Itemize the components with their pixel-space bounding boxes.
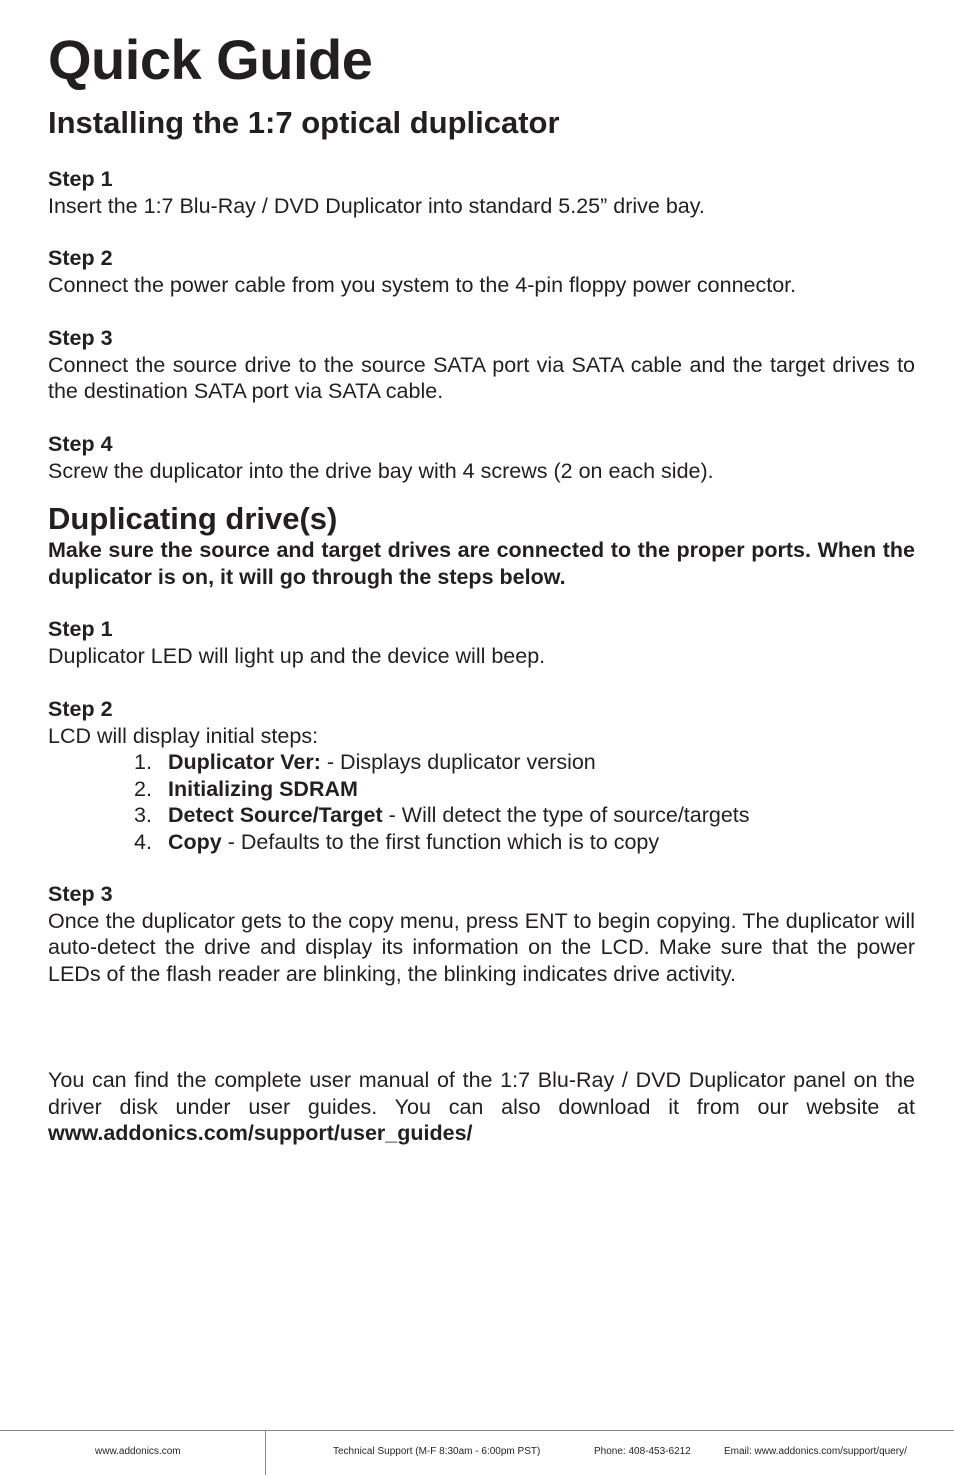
footer-vertical-divider <box>265 1430 266 1475</box>
list-item-title: Detect Source/Target <box>168 803 383 827</box>
list-item-desc: - Defaults to the first function which is to copy <box>221 829 660 854</box>
duplicating-heading: Duplicating drive(s) <box>48 501 338 536</box>
list-item <box>48 749 915 776</box>
list-item-desc: - Will detect the type of source/targets <box>382 803 750 827</box>
list-number: 3. <box>134 803 152 827</box>
initial-steps-list <box>48 749 915 855</box>
manual-note <box>48 1067 915 1147</box>
list-item <box>48 829 915 856</box>
manual-text: You can find the complete user manual of the 1:7 Blu-Ray / DVD Duplicator panel on the driver disk under user guides. You can also download it from our website at <box>48 1068 915 1119</box>
list-item-title: Copy <box>168 829 222 854</box>
step-text: Duplicator LED will light up and the device will beep. <box>48 643 546 668</box>
manual-url-link[interactable]: www.addonics.com/support/user_guides/ <box>48 1121 473 1145</box>
list-item <box>48 802 915 829</box>
step-label: Step 2 <box>48 697 113 721</box>
step-text: LCD will display initial steps: <box>48 723 319 748</box>
footer-website-link[interactable]: www.addonics.com <box>95 1446 181 1457</box>
footer-support-hours: Technical Support (M-F 8:30am - 6:00pm PST) <box>333 1446 541 1457</box>
dup-step-1 <box>48 616 915 669</box>
step-label: Step 4 <box>48 432 113 456</box>
list-item-title: Duplicator Ver: <box>168 750 321 774</box>
install-step-4 <box>48 431 915 484</box>
footer-email-link[interactable]: Email: www.addonics.com/support/query/ <box>724 1446 907 1457</box>
dup-step-2 <box>48 696 915 855</box>
step-label: Step 1 <box>48 617 113 641</box>
list-item-desc: - Displays duplicator version <box>320 750 596 774</box>
step-text: Connect the power cable from you system to the 4-pin floppy power connector. <box>48 272 797 297</box>
install-heading: Installing the 1:7 optical duplicator <box>48 105 560 140</box>
step-label: Step 2 <box>48 246 113 270</box>
list-number: 4. <box>134 829 152 854</box>
step-text: Once the duplicator gets to the copy menu, press ENT to begin copying. The duplicator will auto-detect the drive and display its information on the LCD. Make sure that the power LEDs of the flash reader are blinking, the blinking indicates drive activity. <box>48 908 915 986</box>
list-item <box>48 776 915 803</box>
page-title: Quick Guide <box>48 28 373 91</box>
step-text: Insert the 1:7 Blu-Ray / DVD Duplicator into standard 5.25” drive bay. <box>48 193 705 218</box>
step-text: Screw the duplicator into the drive bay with 4 screws (2 on each side). <box>48 458 714 483</box>
footer-phone: Phone: 408-453-6212 <box>594 1446 691 1457</box>
step-label: Step 3 <box>48 882 113 906</box>
step-label: Step 3 <box>48 326 113 350</box>
duplicating-intro: Make sure the source and target drives are connected to the proper ports. When the duplicator is on, it will go through the steps below. <box>48 538 915 589</box>
list-number: 1. <box>134 750 152 774</box>
install-step-2 <box>48 245 915 298</box>
list-number: 2. <box>134 776 152 801</box>
install-step-3 <box>48 325 915 405</box>
step-label: Step 1 <box>48 167 113 191</box>
footer-divider-line <box>0 1430 954 1431</box>
step-text: Connect the source drive to the source SATA port via SATA cable and the target drives to the destination SATA port via SATA cable. <box>48 352 915 403</box>
list-item-title: Initializing SDRAM <box>168 776 358 801</box>
install-step-1 <box>48 166 915 219</box>
dup-step-3 <box>48 881 915 987</box>
